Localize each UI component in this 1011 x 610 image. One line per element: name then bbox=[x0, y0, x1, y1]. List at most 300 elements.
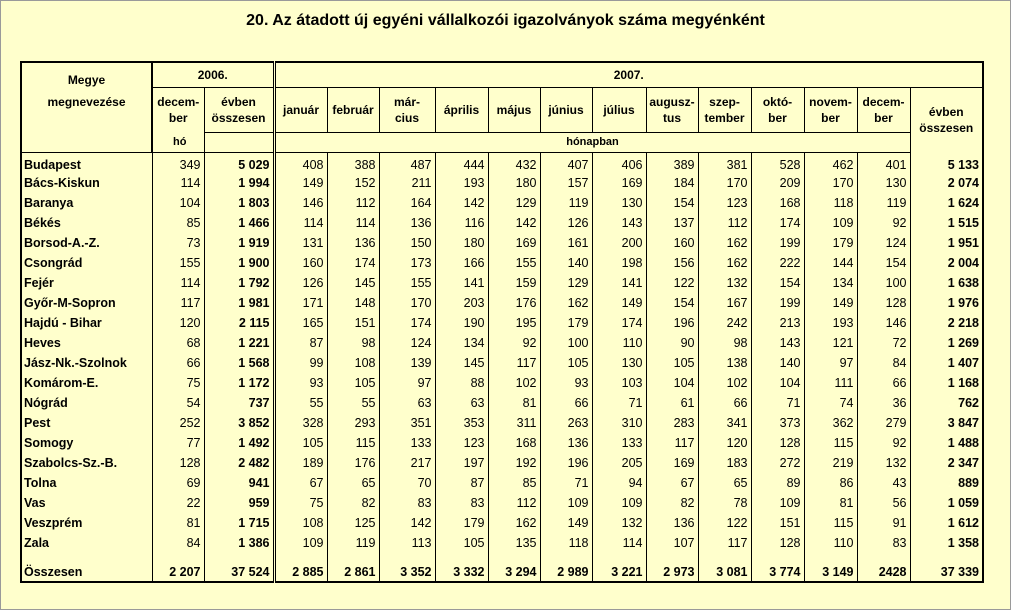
table-row bbox=[21, 353, 983, 373]
month-value-12: 92 bbox=[857, 433, 910, 453]
total-month-7: 3 221 bbox=[592, 553, 646, 582]
month-value-12: 146 bbox=[857, 313, 910, 333]
county-header-line1: Megye bbox=[67, 73, 106, 87]
month-value-2: 293 bbox=[327, 413, 379, 433]
table-row bbox=[21, 253, 983, 273]
month-value-3: 164 bbox=[379, 193, 435, 213]
total-label: Összesen bbox=[21, 553, 152, 582]
month-value-11: 193 bbox=[804, 313, 857, 333]
table-row bbox=[21, 393, 983, 413]
dec-2006-value: 155 bbox=[152, 253, 204, 273]
month-value-11: 97 bbox=[804, 353, 857, 373]
month-value-7: 198 bbox=[592, 253, 646, 273]
month-value-3: 174 bbox=[379, 313, 435, 333]
dec-2006-value: 114 bbox=[152, 173, 204, 193]
annual-2007-value: 3 847 bbox=[910, 413, 983, 433]
month-value-3: 133 bbox=[379, 433, 435, 453]
month-value-9: 123 bbox=[698, 193, 751, 213]
annual-2006-value: 1 492 bbox=[204, 433, 274, 453]
month-value-8: 90 bbox=[646, 333, 698, 353]
month-value-3: 173 bbox=[379, 253, 435, 273]
month-value-11: 86 bbox=[804, 473, 857, 493]
month-value-2: 148 bbox=[327, 293, 379, 313]
dec-2006-value: 349 bbox=[152, 153, 204, 174]
dec-2006-value: 128 bbox=[152, 453, 204, 473]
month-value-1: 67 bbox=[274, 473, 327, 493]
annual-2006-value: 1 568 bbox=[204, 353, 274, 373]
total-row bbox=[21, 553, 983, 582]
table-row bbox=[21, 313, 983, 333]
month-value-12: 72 bbox=[857, 333, 910, 353]
dec-2006-value: 77 bbox=[152, 433, 204, 453]
annual-2007-value: 1 358 bbox=[910, 533, 983, 553]
annual-2007-value: 1 488 bbox=[910, 433, 983, 453]
month-value-12: 66 bbox=[857, 373, 910, 393]
month-value-12: 83 bbox=[857, 533, 910, 553]
month-value-7: 169 bbox=[592, 173, 646, 193]
month-value-2: 65 bbox=[327, 473, 379, 493]
month-value-7: 130 bbox=[592, 193, 646, 213]
month-value-2: 145 bbox=[327, 273, 379, 293]
month-value-6: 179 bbox=[540, 313, 592, 333]
month-value-2: 112 bbox=[327, 193, 379, 213]
annual-2007-value: 1 168 bbox=[910, 373, 983, 393]
month-value-9: 162 bbox=[698, 253, 751, 273]
annual-2007-value: 2 004 bbox=[910, 253, 983, 273]
month-value-10: 143 bbox=[751, 333, 804, 353]
county-name: Szabolcs-Sz.-B. bbox=[21, 453, 152, 473]
month-value-7: 406 bbox=[592, 153, 646, 174]
county-column-header bbox=[21, 62, 152, 153]
county-name: Borsod-A.-Z. bbox=[21, 233, 152, 253]
month-value-5: 311 bbox=[488, 413, 540, 433]
table-row bbox=[21, 373, 983, 393]
month-value-11: 74 bbox=[804, 393, 857, 413]
month-value-10: 373 bbox=[751, 413, 804, 433]
month-value-8: 137 bbox=[646, 213, 698, 233]
total-dec-2006: 2 207 bbox=[152, 553, 204, 582]
month-value-6: 140 bbox=[540, 253, 592, 273]
month-value-9: 117 bbox=[698, 533, 751, 553]
county-name: Zala bbox=[21, 533, 152, 553]
month-value-9: 102 bbox=[698, 373, 751, 393]
annual-2006-value: 1 715 bbox=[204, 513, 274, 533]
month-value-9: 167 bbox=[698, 293, 751, 313]
month-value-12: 128 bbox=[857, 293, 910, 313]
month-value-6: 93 bbox=[540, 373, 592, 393]
month-value-7: 143 bbox=[592, 213, 646, 233]
month-value-8: 82 bbox=[646, 493, 698, 513]
dec-2006-value: 117 bbox=[152, 293, 204, 313]
annual-2006-value: 5 029 bbox=[204, 153, 274, 174]
dec-2006-header: decem- ber bbox=[152, 88, 204, 133]
month-value-3: 211 bbox=[379, 173, 435, 193]
month-value-5: 162 bbox=[488, 513, 540, 533]
month-value-12: 119 bbox=[857, 193, 910, 213]
month-value-7: 114 bbox=[592, 533, 646, 553]
county-name: Somogy bbox=[21, 433, 152, 453]
month-value-10: 174 bbox=[751, 213, 804, 233]
table-row bbox=[21, 333, 983, 353]
month-value-7: 310 bbox=[592, 413, 646, 433]
month-value-9: 66 bbox=[698, 393, 751, 413]
annual-2006-value: 2 482 bbox=[204, 453, 274, 473]
month-value-8: 154 bbox=[646, 193, 698, 213]
month-value-12: 92 bbox=[857, 213, 910, 233]
month-value-4: 63 bbox=[435, 393, 488, 413]
month-value-1: 126 bbox=[274, 273, 327, 293]
annual-2007-value: 2 218 bbox=[910, 313, 983, 333]
month-value-6: 136 bbox=[540, 433, 592, 453]
month-value-4: 444 bbox=[435, 153, 488, 174]
month-value-7: 103 bbox=[592, 373, 646, 393]
month-value-6: 129 bbox=[540, 273, 592, 293]
month-value-8: 196 bbox=[646, 313, 698, 333]
month-value-8: 107 bbox=[646, 533, 698, 553]
total-month-3: 3 352 bbox=[379, 553, 435, 582]
total-month-6: 2 989 bbox=[540, 553, 592, 582]
month-value-9: 170 bbox=[698, 173, 751, 193]
month-value-10: 222 bbox=[751, 253, 804, 273]
table-row bbox=[21, 493, 983, 513]
month-value-2: 115 bbox=[327, 433, 379, 453]
dec-2006-value: 73 bbox=[152, 233, 204, 253]
month-value-3: 70 bbox=[379, 473, 435, 493]
dec-2006-value: 66 bbox=[152, 353, 204, 373]
total-month-10: 3 774 bbox=[751, 553, 804, 582]
county-name: Heves bbox=[21, 333, 152, 353]
table-row bbox=[21, 193, 983, 213]
month-value-2: 174 bbox=[327, 253, 379, 273]
month-value-1: 109 bbox=[274, 533, 327, 553]
month-value-1: 75 bbox=[274, 493, 327, 513]
month-value-1: 108 bbox=[274, 513, 327, 533]
month-value-10: 209 bbox=[751, 173, 804, 193]
month-value-10: 528 bbox=[751, 153, 804, 174]
month-value-10: 199 bbox=[751, 293, 804, 313]
month-value-3: 487 bbox=[379, 153, 435, 174]
month-value-11: 109 bbox=[804, 213, 857, 233]
county-header-line2: megnevezése bbox=[47, 95, 126, 109]
month-value-4: 142 bbox=[435, 193, 488, 213]
header-row-units bbox=[21, 132, 983, 153]
month-header-1: január bbox=[274, 88, 327, 133]
month-value-9: 183 bbox=[698, 453, 751, 473]
month-value-1: 131 bbox=[274, 233, 327, 253]
month-value-4: 180 bbox=[435, 233, 488, 253]
month-value-8: 156 bbox=[646, 253, 698, 273]
month-value-5: 176 bbox=[488, 293, 540, 313]
month-value-3: 113 bbox=[379, 533, 435, 553]
county-name: Nógrád bbox=[21, 393, 152, 413]
month-value-5: 102 bbox=[488, 373, 540, 393]
month-value-4: 123 bbox=[435, 433, 488, 453]
table-row bbox=[21, 233, 983, 253]
month-value-6: 126 bbox=[540, 213, 592, 233]
month-value-11: 115 bbox=[804, 513, 857, 533]
annual-2006-value: 3 852 bbox=[204, 413, 274, 433]
total-month-2: 2 861 bbox=[327, 553, 379, 582]
month-value-9: 65 bbox=[698, 473, 751, 493]
month-value-6: 149 bbox=[540, 513, 592, 533]
table-row bbox=[21, 273, 983, 293]
month-value-11: 170 bbox=[804, 173, 857, 193]
month-value-5: 117 bbox=[488, 353, 540, 373]
annual-2006-value: 2 115 bbox=[204, 313, 274, 333]
month-value-6: 109 bbox=[540, 493, 592, 513]
annual-2007-value: 1 624 bbox=[910, 193, 983, 213]
month-value-7: 71 bbox=[592, 393, 646, 413]
month-value-4: 203 bbox=[435, 293, 488, 313]
total-month-5: 3 294 bbox=[488, 553, 540, 582]
month-value-11: 462 bbox=[804, 153, 857, 174]
month-value-12: 36 bbox=[857, 393, 910, 413]
month-value-1: 87 bbox=[274, 333, 327, 353]
month-value-8: 389 bbox=[646, 153, 698, 174]
month-value-10: 272 bbox=[751, 453, 804, 473]
dec-2006-value: 252 bbox=[152, 413, 204, 433]
county-name: Tolna bbox=[21, 473, 152, 493]
month-value-12: 401 bbox=[857, 153, 910, 174]
table-row bbox=[21, 213, 983, 233]
month-value-4: 353 bbox=[435, 413, 488, 433]
month-value-1: 408 bbox=[274, 153, 327, 174]
county-name: Békés bbox=[21, 213, 152, 233]
month-value-4: 197 bbox=[435, 453, 488, 473]
month-value-4: 83 bbox=[435, 493, 488, 513]
annual-2006-value: 1 994 bbox=[204, 173, 274, 193]
month-value-3: 124 bbox=[379, 333, 435, 353]
month-value-10: 109 bbox=[751, 493, 804, 513]
month-value-6: 157 bbox=[540, 173, 592, 193]
county-table bbox=[20, 61, 984, 583]
month-value-9: 341 bbox=[698, 413, 751, 433]
annual-2006-value: 1 981 bbox=[204, 293, 274, 313]
year-2006-header: 2006. bbox=[152, 62, 274, 88]
month-value-2: 176 bbox=[327, 453, 379, 473]
month-value-12: 91 bbox=[857, 513, 910, 533]
month-value-2: 388 bbox=[327, 153, 379, 174]
month-value-5: 195 bbox=[488, 313, 540, 333]
month-value-8: 169 bbox=[646, 453, 698, 473]
month-value-12: 132 bbox=[857, 453, 910, 473]
month-value-3: 351 bbox=[379, 413, 435, 433]
month-header-10: októ- ber bbox=[751, 88, 804, 133]
month-value-1: 171 bbox=[274, 293, 327, 313]
month-value-7: 109 bbox=[592, 493, 646, 513]
county-name: Csongrád bbox=[21, 253, 152, 273]
month-value-8: 122 bbox=[646, 273, 698, 293]
month-value-10: 128 bbox=[751, 533, 804, 553]
unit-2006: hó bbox=[152, 132, 204, 153]
month-value-5: 112 bbox=[488, 493, 540, 513]
month-value-9: 122 bbox=[698, 513, 751, 533]
annual-2007-value: 1 951 bbox=[910, 233, 983, 253]
month-value-5: 155 bbox=[488, 253, 540, 273]
year-2007-header: 2007. bbox=[274, 62, 983, 88]
county-name: Komárom-E. bbox=[21, 373, 152, 393]
month-value-2: 152 bbox=[327, 173, 379, 193]
month-value-12: 43 bbox=[857, 473, 910, 493]
annual-2007-value: 1 638 bbox=[910, 273, 983, 293]
annual-2006-value: 1 466 bbox=[204, 213, 274, 233]
month-value-11: 81 bbox=[804, 493, 857, 513]
month-value-4: 88 bbox=[435, 373, 488, 393]
month-value-11: 115 bbox=[804, 433, 857, 453]
month-value-4: 190 bbox=[435, 313, 488, 333]
total-annual-2007: 37 339 bbox=[910, 553, 983, 582]
unit-2006-blank bbox=[204, 132, 274, 153]
month-value-12: 124 bbox=[857, 233, 910, 253]
month-value-4: 193 bbox=[435, 173, 488, 193]
month-header-11: novem- ber bbox=[804, 88, 857, 133]
month-value-3: 136 bbox=[379, 213, 435, 233]
month-value-2: 125 bbox=[327, 513, 379, 533]
month-value-3: 97 bbox=[379, 373, 435, 393]
dec-2006-value: 75 bbox=[152, 373, 204, 393]
table-row bbox=[21, 473, 983, 493]
month-value-10: 71 bbox=[751, 393, 804, 413]
dec-2006-value: 54 bbox=[152, 393, 204, 413]
month-value-1: 328 bbox=[274, 413, 327, 433]
month-header-4: április bbox=[435, 88, 488, 133]
month-value-2: 82 bbox=[327, 493, 379, 513]
month-value-4: 116 bbox=[435, 213, 488, 233]
month-value-9: 78 bbox=[698, 493, 751, 513]
annual-2007-value: 889 bbox=[910, 473, 983, 493]
month-value-5: 85 bbox=[488, 473, 540, 493]
dec-2006-value: 22 bbox=[152, 493, 204, 513]
month-value-6: 119 bbox=[540, 193, 592, 213]
table-row bbox=[21, 153, 983, 174]
month-value-7: 133 bbox=[592, 433, 646, 453]
month-header-7: július bbox=[592, 88, 646, 133]
month-value-4: 179 bbox=[435, 513, 488, 533]
month-value-1: 114 bbox=[274, 213, 327, 233]
month-value-12: 279 bbox=[857, 413, 910, 433]
month-value-7: 110 bbox=[592, 333, 646, 353]
month-value-4: 166 bbox=[435, 253, 488, 273]
dec-2006-value: 68 bbox=[152, 333, 204, 353]
annual-2006-value: 1 900 bbox=[204, 253, 274, 273]
annual-2006-header: évben összesen bbox=[204, 88, 274, 133]
month-value-6: 105 bbox=[540, 353, 592, 373]
header-row-columns bbox=[21, 88, 983, 133]
month-value-4: 105 bbox=[435, 533, 488, 553]
month-value-1: 160 bbox=[274, 253, 327, 273]
month-value-6: 118 bbox=[540, 533, 592, 553]
county-name: Vas bbox=[21, 493, 152, 513]
month-value-9: 120 bbox=[698, 433, 751, 453]
month-value-10: 128 bbox=[751, 433, 804, 453]
month-value-9: 162 bbox=[698, 233, 751, 253]
month-value-12: 84 bbox=[857, 353, 910, 373]
total-month-11: 3 149 bbox=[804, 553, 857, 582]
month-value-8: 105 bbox=[646, 353, 698, 373]
month-value-10: 140 bbox=[751, 353, 804, 373]
table-row bbox=[21, 413, 983, 433]
month-value-2: 136 bbox=[327, 233, 379, 253]
county-name: Baranya bbox=[21, 193, 152, 213]
table-row bbox=[21, 453, 983, 473]
month-value-1: 165 bbox=[274, 313, 327, 333]
table-row bbox=[21, 293, 983, 313]
month-value-11: 219 bbox=[804, 453, 857, 473]
month-value-5: 159 bbox=[488, 273, 540, 293]
month-value-8: 67 bbox=[646, 473, 698, 493]
month-value-3: 139 bbox=[379, 353, 435, 373]
county-name: Bács-Kiskun bbox=[21, 173, 152, 193]
annual-2006-value: 1 386 bbox=[204, 533, 274, 553]
total-month-9: 3 081 bbox=[698, 553, 751, 582]
annual-2007-value: 1 612 bbox=[910, 513, 983, 533]
month-value-3: 170 bbox=[379, 293, 435, 313]
total-month-1: 2 885 bbox=[274, 553, 327, 582]
dec-2006-value: 114 bbox=[152, 273, 204, 293]
annual-2007-value: 2 347 bbox=[910, 453, 983, 473]
month-value-10: 199 bbox=[751, 233, 804, 253]
county-name: Győr-M-Sopron bbox=[21, 293, 152, 313]
month-value-6: 71 bbox=[540, 473, 592, 493]
annual-2006-value: 1 221 bbox=[204, 333, 274, 353]
month-value-5: 92 bbox=[488, 333, 540, 353]
month-value-1: 99 bbox=[274, 353, 327, 373]
month-value-11: 149 bbox=[804, 293, 857, 313]
annual-2007-value: 5 133 bbox=[910, 153, 983, 174]
dec-2006-value: 81 bbox=[152, 513, 204, 533]
month-header-5: május bbox=[488, 88, 540, 133]
county-name: Pest bbox=[21, 413, 152, 433]
annual-2007-header: évben összesen bbox=[910, 88, 983, 153]
month-value-9: 98 bbox=[698, 333, 751, 353]
month-value-5: 81 bbox=[488, 393, 540, 413]
annual-2007-value: 1 059 bbox=[910, 493, 983, 513]
month-value-2: 98 bbox=[327, 333, 379, 353]
annual-2007-value: 1 976 bbox=[910, 293, 983, 313]
month-value-3: 217 bbox=[379, 453, 435, 473]
month-value-9: 381 bbox=[698, 153, 751, 174]
month-value-11: 362 bbox=[804, 413, 857, 433]
month-value-7: 200 bbox=[592, 233, 646, 253]
month-header-8: augusz- tus bbox=[646, 88, 698, 133]
month-value-9: 242 bbox=[698, 313, 751, 333]
month-value-5: 169 bbox=[488, 233, 540, 253]
county-name: Jász-Nk.-Szolnok bbox=[21, 353, 152, 373]
month-value-10: 104 bbox=[751, 373, 804, 393]
month-value-8: 154 bbox=[646, 293, 698, 313]
month-value-7: 149 bbox=[592, 293, 646, 313]
month-value-11: 121 bbox=[804, 333, 857, 353]
month-value-7: 205 bbox=[592, 453, 646, 473]
month-value-2: 119 bbox=[327, 533, 379, 553]
month-value-6: 66 bbox=[540, 393, 592, 413]
month-value-2: 55 bbox=[327, 393, 379, 413]
month-value-5: 432 bbox=[488, 153, 540, 174]
annual-2007-value: 762 bbox=[910, 393, 983, 413]
month-value-5: 180 bbox=[488, 173, 540, 193]
table-row bbox=[21, 433, 983, 453]
dec-2006-value: 104 bbox=[152, 193, 204, 213]
month-value-3: 83 bbox=[379, 493, 435, 513]
month-value-10: 89 bbox=[751, 473, 804, 493]
month-value-9: 132 bbox=[698, 273, 751, 293]
month-value-8: 160 bbox=[646, 233, 698, 253]
county-name: Hajdú - Bihar bbox=[21, 313, 152, 333]
month-value-10: 168 bbox=[751, 193, 804, 213]
annual-2006-value: 737 bbox=[204, 393, 274, 413]
month-value-11: 118 bbox=[804, 193, 857, 213]
annual-2006-value: 1 803 bbox=[204, 193, 274, 213]
